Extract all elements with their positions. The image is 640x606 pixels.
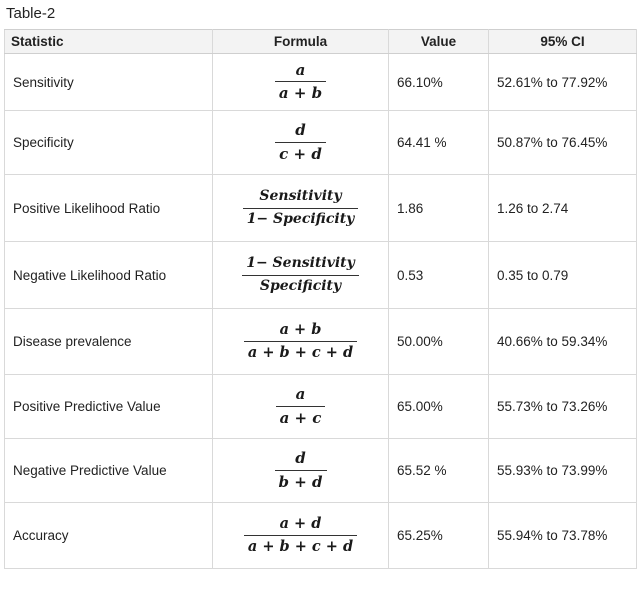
cell-statistic: Positive Predictive Value xyxy=(5,375,213,439)
column-header-statistic: Statistic xyxy=(5,30,213,54)
cell-ci: 1.26 to 2.74 xyxy=(489,175,637,242)
fraction xyxy=(243,188,359,228)
cell-value: 66.10% xyxy=(389,54,489,111)
cell-value: 50.00% xyxy=(389,309,489,375)
column-header-ci: 95% CI xyxy=(489,30,637,54)
cell-ci: 55.94% to 73.78% xyxy=(489,503,637,569)
fraction-denominator: 1− Specificity xyxy=(243,208,359,229)
fraction xyxy=(275,121,326,164)
table-header xyxy=(5,30,637,54)
fraction-numerator: d xyxy=(295,449,306,468)
table-row xyxy=(5,54,637,111)
cell-value: 0.53 xyxy=(389,242,489,309)
cell-formula xyxy=(213,54,389,111)
fraction-numerator: 1− Sensitivity xyxy=(246,255,355,271)
table-caption: Table-2 xyxy=(6,5,56,22)
fraction xyxy=(244,515,357,556)
column-header-formula: Formula xyxy=(213,30,389,54)
cell-statistic: Accuracy xyxy=(5,503,213,569)
table-row xyxy=(5,242,637,309)
statistics-table xyxy=(4,29,637,569)
fraction-denominator: Specificity xyxy=(242,275,359,296)
fraction xyxy=(244,321,357,362)
fraction xyxy=(276,385,326,428)
cell-formula xyxy=(213,309,389,375)
fraction-denominator: a + b + c + d xyxy=(244,535,357,556)
cell-value: 1.86 xyxy=(389,175,489,242)
fraction xyxy=(242,255,359,295)
cell-ci: 0.35 to 0.79 xyxy=(489,242,637,309)
cell-ci: 55.93% to 73.99% xyxy=(489,439,637,503)
fraction-denominator: a + b + c + d xyxy=(244,341,357,362)
cell-statistic: Negative Predictive Value xyxy=(5,439,213,503)
cell-value: 65.52 % xyxy=(389,439,489,503)
table-row xyxy=(5,175,637,242)
fraction-numerator: a xyxy=(295,385,306,404)
cell-value: 64.41 % xyxy=(389,111,489,175)
cell-formula xyxy=(213,175,389,242)
fraction-denominator: a + b xyxy=(275,81,326,103)
cell-formula xyxy=(213,242,389,309)
fraction-numerator: Sensitivity xyxy=(259,188,342,204)
fraction-numerator: a xyxy=(295,60,306,79)
cell-formula xyxy=(213,439,389,503)
fraction-denominator: c + d xyxy=(275,142,326,164)
fraction-numerator: d xyxy=(295,121,306,140)
cell-statistic: Specificity xyxy=(5,111,213,175)
cell-ci: 55.73% to 73.26% xyxy=(489,375,637,439)
fraction-numerator: a + b xyxy=(279,320,322,338)
cell-ci: 52.61% to 77.92% xyxy=(489,54,637,111)
fraction-denominator: b + d xyxy=(275,470,327,492)
cell-formula xyxy=(213,111,389,175)
table-row xyxy=(5,503,637,569)
table-header-row xyxy=(5,30,637,54)
fraction-denominator: a + c xyxy=(276,406,326,428)
table-body xyxy=(5,54,637,569)
cell-statistic: Positive Likelihood Ratio xyxy=(5,175,213,242)
table-row xyxy=(5,111,637,175)
table-row xyxy=(5,309,637,375)
cell-statistic: Sensitivity xyxy=(5,54,213,111)
fraction-numerator: a + d xyxy=(279,514,322,532)
column-header-value: Value xyxy=(389,30,489,54)
table-row xyxy=(5,375,637,439)
cell-value: 65.00% xyxy=(389,375,489,439)
cell-value: 65.25% xyxy=(389,503,489,569)
fraction xyxy=(275,61,326,104)
cell-ci: 50.87% to 76.45% xyxy=(489,111,637,175)
cell-statistic: Disease prevalence xyxy=(5,309,213,375)
cell-ci: 40.66% to 59.34% xyxy=(489,309,637,375)
cell-formula xyxy=(213,375,389,439)
table-row xyxy=(5,439,637,503)
cell-statistic: Negative Likelihood Ratio xyxy=(5,242,213,309)
cell-formula xyxy=(213,503,389,569)
fraction xyxy=(275,449,327,492)
